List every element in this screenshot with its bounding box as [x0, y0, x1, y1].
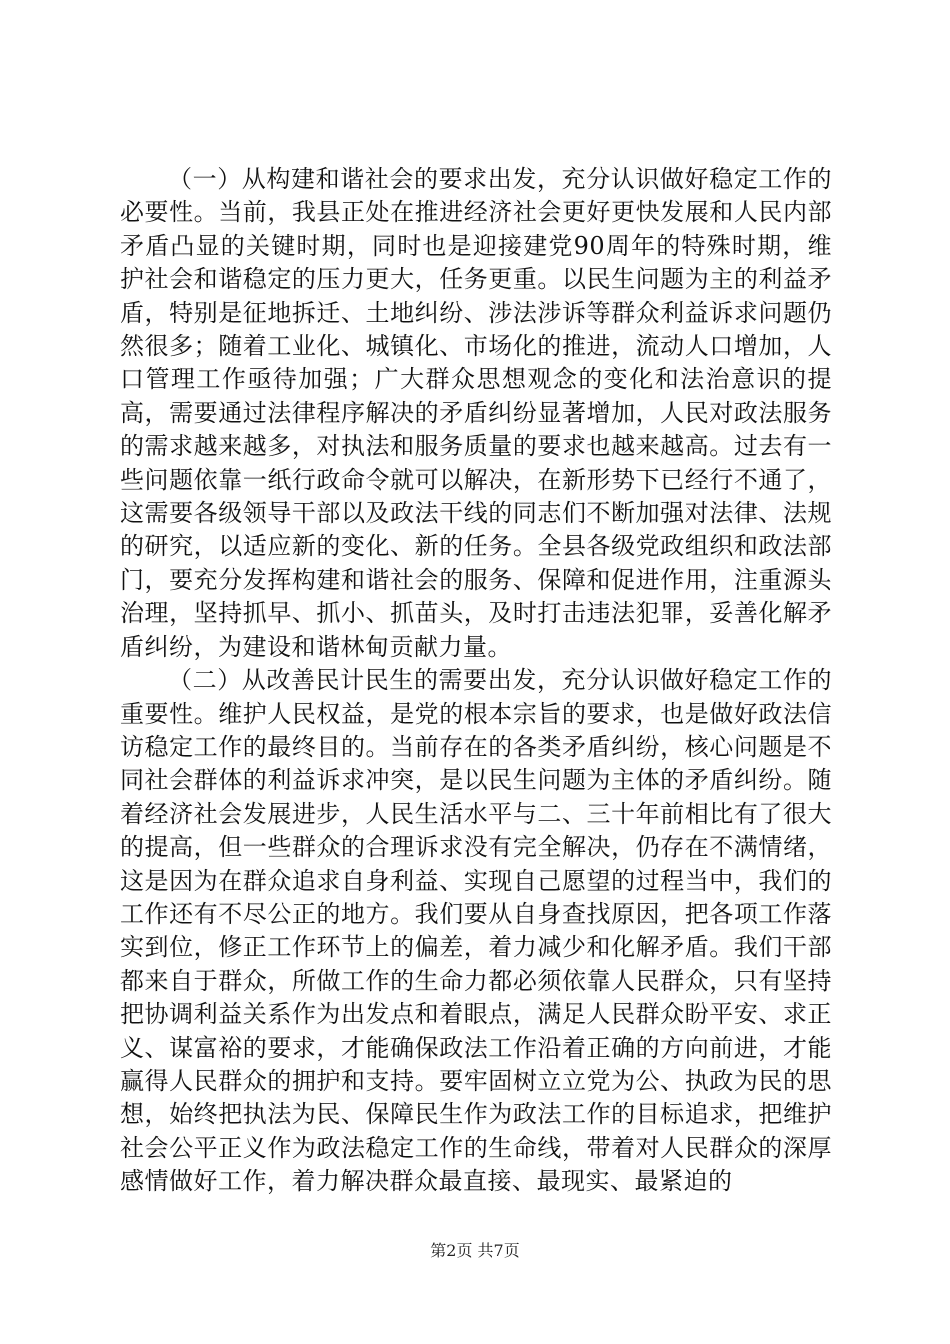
- paragraph-2: （二）从改善民计民生的需要出发，充分认识做好稳定工作的重要性。维护人民权益，是党的根本宗旨的要求，也是做好政法信访稳定工作的最终目的。当前存在的各类矛盾纠纷，核心问题是不同社会群体的利益诉求冲突，是以民生问题为主体的矛盾纠纷。随着经济社会发展进步，人民生活水平与二、三十年前相比有了很大的提高，但一些群众的合理诉求没有完全解决，仍存在不满情绪，这是因为在群众追求自身利益、实现自己愿望的过程当中，我们的工作还有不尽公正的地方。我们要从自身查找原因，把各项工作落实到位，修正工作环节上的偏差，着力减少和化解矛盾。我们干部都来自于群众，所做工作的生命力都必须依靠人民群众，只有坚持把协调利益关系作为出发点和着眼点，满足人民群众盼平安、求正义、谋富裕的要求，才能确保政法工作沿着正确的方向前进，才能赢得人民群众的拥护和支持。要牢固树立立党为公、执政为民的思想，始终把执法为民、保障民生作为政法工作的目标追求，把维护社会公平正义作为政法稳定工作的生命线，带着对人民群众的深厚感情做好工作，着力解决群众最直接、最现实、最紧迫的: [120, 666, 832, 1196]
- document-body: [120, 163, 832, 1199]
- paragraph-1: （一）从构建和谐社会的要求出发，充分认识做好稳定工作的必要性。当前，我县正处在推进经济社会更好更快发展和人民内部矛盾凸显的关键时期，同时也是迎接建党90周年的特殊时期，维护社会和谐稳定的压力更大，任务更重。以民生问题为主的利益矛盾，特别是征地拆迁、土地纠纷、涉法涉诉等群众利益诉求问题仍然很多；随着工业化、城镇化、市场化的推进，流动人口增加，人口管理工作亟待加强；广大群众思想观念的变化和法治意识的提高，需要通过法律程序解决的矛盾纠纷显著增加，人民对政法服务的需求越来越多，对执法和服务质量的要求也越来越高。过去有一些问题依靠一纸行政命令就可以解决，在新形势下已经行不通了，这需要各级领导干部以及政法干线的同志们不断加强对法律、法规的研究，以适应新的变化、新的任务。全县各级党政组织和政法部门，要充分发挥构建和谐社会的服务、保障和促进作用，注重源头治理，坚持抓早、抓小、抓苗头，及时打击违法犯罪，妥善化解矛盾纠纷，为建设和谐林甸贡献力量。: [120, 165, 832, 661]
- page-footer: 第2页 共7页: [430, 1241, 520, 1260]
